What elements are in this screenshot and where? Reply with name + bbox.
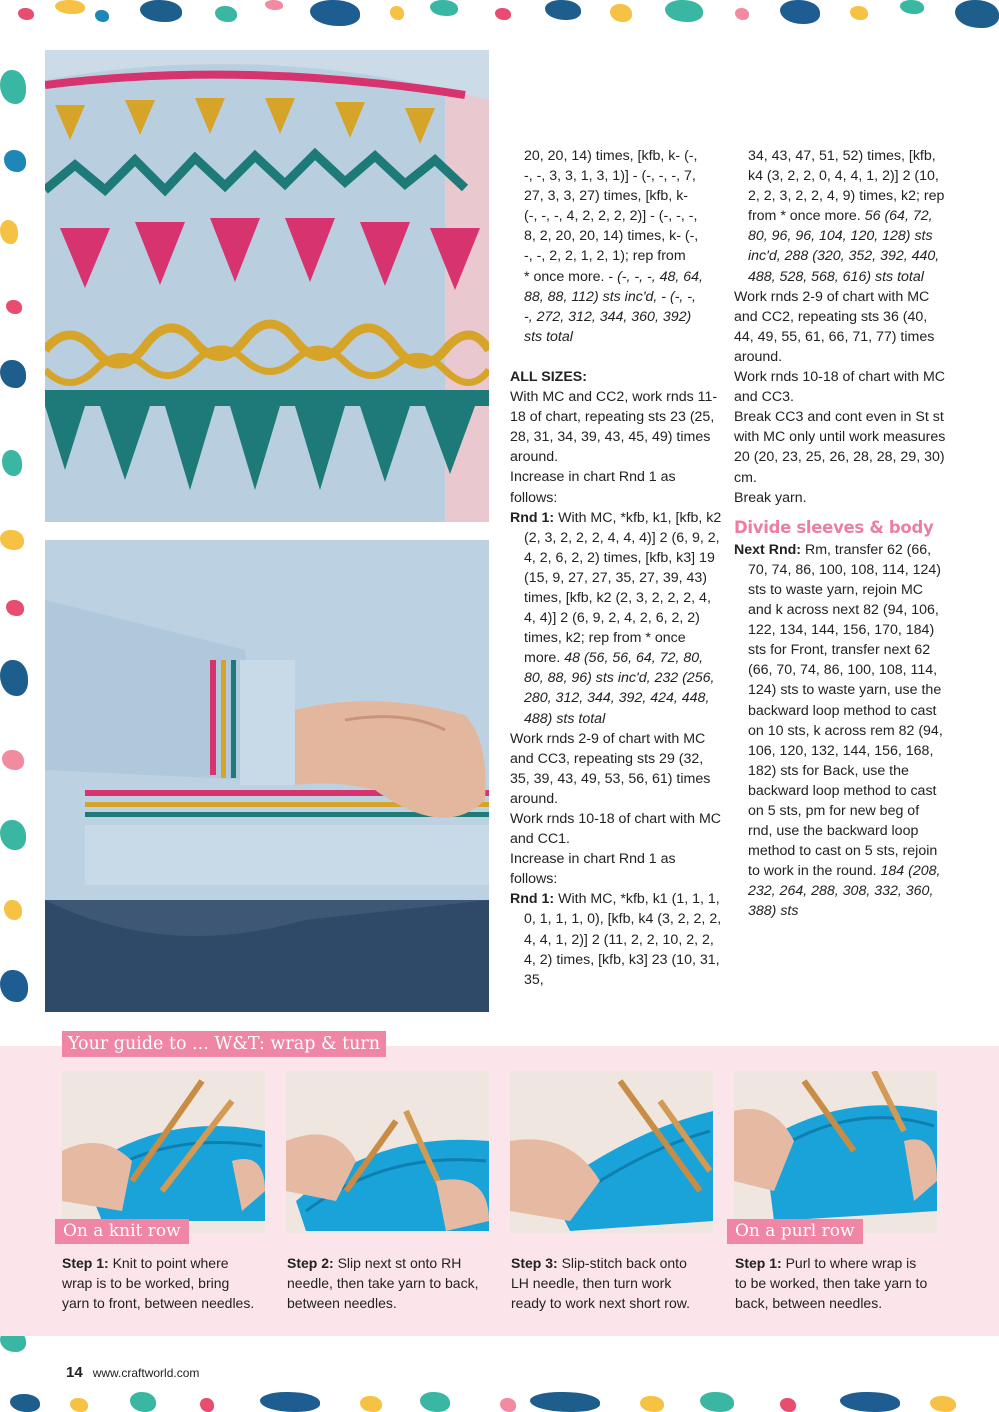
next-round-instruction: Next Rnd: Rm, transfer 62 (66, 70, 74, 86, 100, 108, 114, 124) sts to waste yarn, rejoin MC and k across next 82 (94, 106, 122, 134, 144, 156, 170, 184) sts for Front, transfer next 62 (66, 70, 74, 86, 100, 108, 114, 124) sts to waste yarn, use the backward loop method to cast on 10 sts, k across rem 82 (94, 106, 120, 132, 144, 156, 168, 182) sts for Back, use the backward loop method to cast on 5 sts, pm for new beg of rnd, use the backward loop method to cast on 5 sts, rejoin to work in the round. 184 (208, 232, 264, 288, 308, 332, 360, 388) sts <box>734 541 943 920</box>
page-footer <box>66 1364 199 1381</box>
round-1-instruction: Rnd 1: With MC, *kfb, k1, [kfb, k2 (2, 3, 2, 2, 2, 4, 4, 4)] 2 (6, 9, 2, 4, 2, 6, 2, 2) times, [kfb, k3] 19 (15, 9, 27, 27, 35, 27, 39, 43) times, [kfb, k2 (2, 3, 2, 2, 2, 4, 4, 4)] 2 (6, 9, 2, 4, 2, 6, 2, 2) times, k2; rep from * once more. 48 (56, 56, 64, 72, 80, 80, 88, 96) sts inc'd, 232 (256, 280, 312, 344, 392, 424, 448, 488) sts total <box>510 509 722 727</box>
sweater-cuff-illustration <box>45 540 489 1012</box>
instruction-paragraph: Work rnds 10-18 of chart with MC and CC1. <box>510 811 722 848</box>
step-photo-2 <box>286 1071 489 1233</box>
step-text-1: Step 1: Knit to point where wrap is to be worked, bring yarn to front, between needles. <box>62 1255 255 1311</box>
step-text-4: Step 1: Purl to where wrap is to be worked, then take yarn to back, between needles. <box>735 1255 928 1311</box>
sweater-yoke-illustration <box>45 50 489 522</box>
guide-title: Your guide to ... W&T: wrap & turn <box>62 1031 386 1057</box>
text-line: sts total <box>524 328 573 345</box>
text-line: -, -, 3, 3, 1, 3, 1)] - (-, -, -, 7, <box>524 168 696 185</box>
section-heading: Divide sleeves & body <box>734 517 934 537</box>
text-line: 88, 88, 112) sts inc'd, - (-, -, <box>524 288 696 305</box>
instruction-paragraph: Increase in chart Rnd 1 as follows: <box>510 469 676 506</box>
instruction-paragraph: Break CC3 and cont even in St st with MC only until work measures 20 (20, 23, 25, 26, 28, 28, 29, 30) cm. <box>734 409 946 486</box>
step-text-3: Step 3: Slip-stitch back onto LH needle, then turn work ready to work next short row. <box>511 1255 690 1311</box>
step-text-2: Step 2: Slip next st onto RH needle, then take yarn to back, between needles. <box>287 1255 479 1311</box>
step-photo-1 <box>62 1071 265 1233</box>
instruction-paragraph: Work rnds 2-9 of chart with MC and CC3, repeating sts 29 (32, 35, 39, 43, 49, 53, 56, 61) times around. <box>510 730 711 807</box>
pattern-column-1 <box>510 146 722 990</box>
terrazzo-top-border <box>0 0 999 30</box>
round-1-instruction: Rnd 1: With MC, *kfb, k1 (1, 1, 1, 0, 1, 1, 1, 0), [kfb, k4 (3, 2, 2, 2, 4, 4, 1, 2)] 2 (11, 2, 2, 10, 2, 2, 4, 2) times, [kfb, k3] 23 (10, 31, 35, <box>510 891 722 988</box>
purl-row-label: On a purl row <box>727 1219 863 1244</box>
step-photo-4 <box>734 1071 937 1233</box>
instruction-paragraph: Work rnds 2-9 of chart with MC and CC2, repeating sts 36 (40, 44, 49, 55, 61, 66, 71, 77) times around. <box>734 288 935 365</box>
text-line: 8, 2, 20, 20, 14) times, k- (-, <box>524 228 699 245</box>
continued-instruction: 34, 43, 47, 51, 52) times, [kfb, k4 (3, 2, 2, 0, 4, 4, 1, 2)] 2 (10, 2, 2, 3, 2, 2, 4, 9) times, k2; rep from * once more. 56 (64, 72, 80, 96, 96, 104, 120, 128) sts inc'd, 288 (320, 352, 392, 440, 488, 528, 568, 616) sts total <box>748 148 945 285</box>
instruction-paragraph: Work rnds 10-18 of chart with MC and CC3. <box>734 369 946 406</box>
sweater-yoke-photo <box>45 50 489 522</box>
instruction-paragraph: Break yarn. <box>734 489 807 506</box>
text-line: * once more. - (-, -, -, 48, 64, <box>524 268 703 285</box>
pattern-column-2 <box>734 146 946 922</box>
terrazzo-bottom-border <box>0 1392 999 1412</box>
text-line: (-, -, -, 4, 2, 2, 2, 2)] - (-, -, -, <box>524 208 698 225</box>
footer-url[interactable]: www.craftworld.com <box>92 1366 200 1380</box>
all-sizes-heading: ALL SIZES: <box>510 368 587 385</box>
text-line: 20, 20, 14) times, [kfb, k- (-, <box>524 148 698 164</box>
text-line: 27, 3, 3, 27) times, [kfb, k- <box>524 188 689 205</box>
step-photo-3 <box>510 1071 713 1233</box>
continued-instruction <box>510 146 722 347</box>
sweater-cuff-photo <box>45 540 489 1012</box>
instruction-paragraph: Increase in chart Rnd 1 as follows: <box>510 851 676 888</box>
text-line: -, -, 2, 2, 1, 2, 1); rep from <box>524 248 686 265</box>
instruction-paragraph: With MC and CC2, work rnds 11-18 of chart, repeating sts 23 (25, 28, 31, 34, 39, 43, 45, 49) times around. <box>510 389 718 466</box>
knit-row-label: On a knit row <box>55 1219 189 1244</box>
text-line: -, 272, 312, 344, 360, 392) <box>524 308 692 325</box>
page-number: 14 <box>66 1364 83 1381</box>
